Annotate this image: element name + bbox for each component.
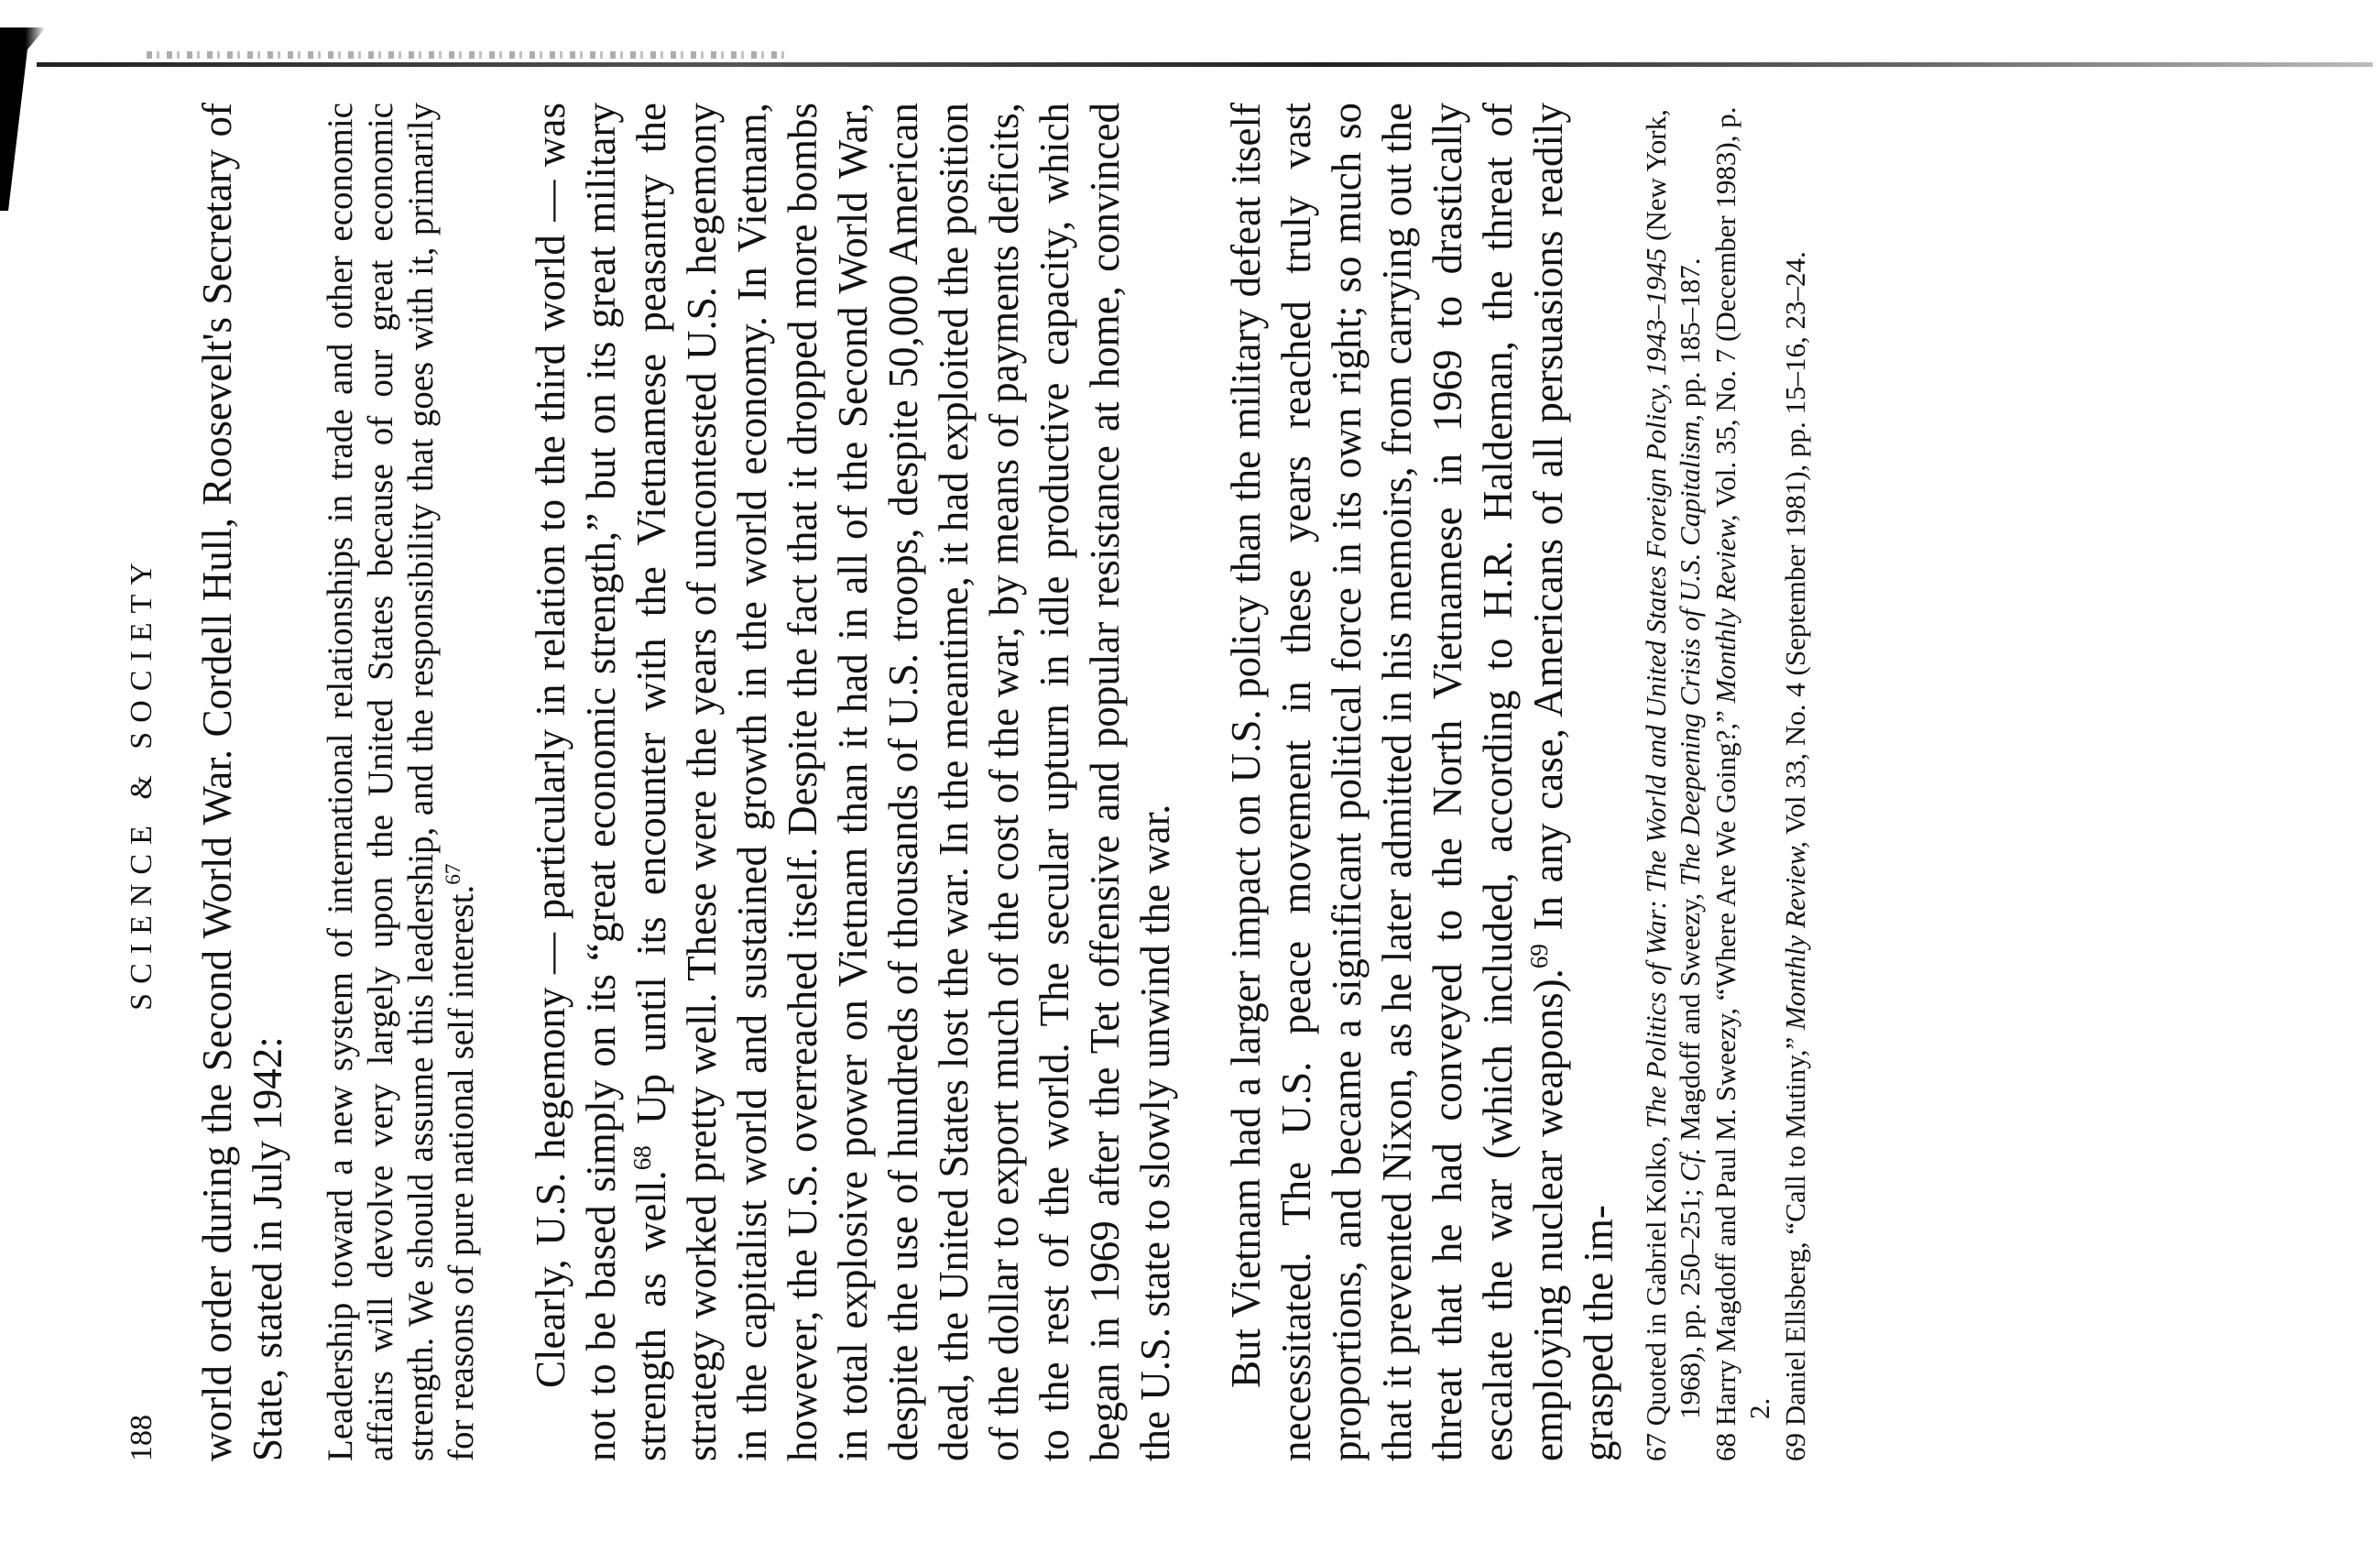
paragraph-2-part-a: Clearly, U.S. hegemony — particularly in relation to the third world — was not to be based simply on its “great economic strength,” but on its great military strength as well. (528, 103, 674, 1461)
footnote-number: 67 (1640, 1433, 1672, 1461)
footnote-title: The Politics of War: The World and United States Foreign Policy, 1943–1945 (1640, 247, 1672, 1129)
footnote-text: Magdoff and Sweezy, (1674, 885, 1706, 1148)
footnote-text: Harry Magdoff and Paul M. Sweezy, “Where Are We Going?,” (1709, 703, 1741, 1427)
page-body (192, 103, 1814, 1461)
footnote-number: 68 (1709, 1433, 1741, 1461)
footnote-title: Monthly Review, (1779, 841, 1811, 1031)
footnote-text: Vol. 35, No. 7 (December 1983), p. 2. (1709, 106, 1775, 1419)
paragraph-3 (1221, 103, 1624, 1461)
page-header (119, 103, 174, 1461)
block-quote-text: Leadership toward a new system of international relationships in trade and other economic affairs will devolve very largely upon the United States because of our great economic strength. We should assume this leadership, and the responsibility that goes with it, primarily for reasons of pure national self interest. (321, 103, 481, 1461)
footnote-text: pp. 185–187. (1674, 257, 1706, 414)
paragraph-3-part-a: But Vietnam had a larger impact on U.S. policy than the military defeat itself necessitated. The U.S. peace movement in these years reached truly vast proportions, and became a significant political force in its own right; so much so that it prevented Nixon, as he later admitted in his memoirs, from carrying out the threat that he had conveyed to the North Vietnamese in 1969 to drastically escalate the war (which included, according to H.R. Haldeman, the threat of employing nuclear weapons). (1223, 103, 1571, 1461)
footnote-ref-67: 67 (442, 863, 465, 885)
running-head: SCIENCE & SOCIETY (125, 553, 158, 1011)
footnote-text: Daniel Ellsberg, “Call to Mutiny,” (1779, 1030, 1811, 1427)
scan-shadow (0, 27, 46, 211)
paragraph-2 (526, 103, 1181, 1461)
footnote-text: (New York, 1968), pp. 250–251; (1640, 109, 1706, 1419)
scan-noise (147, 51, 788, 59)
footnote-cf: Cf. (1674, 1147, 1706, 1182)
footnote-ref-68: 68 (628, 1145, 656, 1171)
footnote-text: Vol 33, No. 4 (September 1981), pp. 15–16, 23–24. (1779, 251, 1811, 842)
footnote-title: The Deepening Crisis of U.S. Capitalism, (1674, 414, 1706, 886)
block-quote (321, 103, 482, 1461)
paragraph-3-part-b: In any case, Americans of all persuasions readily grasped the im- (1525, 103, 1621, 1461)
footnote-number: 69 (1779, 1433, 1811, 1461)
paragraph-1: world order during the Second World War. Cordell Hull, Roosevelt's Secretary of State, stated in July 1942: (194, 103, 290, 1461)
footnote-69 (1778, 103, 1812, 1461)
footnotes (1639, 103, 1812, 1461)
paragraph-2-part-b: Up until its encounter with the Vietnamese peasantry the strategy worked pretty well. These were the years of uncontested U.S. hegemony in the capitalist world and sustained growth in the world economy. In Vietnam, however, the U.S. overreached itself. Despite the fact that it dropped more bombs in total explosive power on Vietnam than it had in all of the Second World War, despite the use of hundreds of thousands of U.S. troops, despite 50,000 American dead, the United States lost the war. In the meantime, it had exploited the position of the dollar to export much of the cost of the war, by means of payments deficits, to the rest of the world. The secular upturn in idle productive capacity, which began in 1969 after the Tet offensive and popular resistance at home, convinced the U.S. state to slowly unwind the war. (628, 102, 1178, 1461)
page-edge-line (37, 62, 2373, 67)
footnote-68 (1709, 103, 1776, 1461)
footnote-text: Quoted in Gabriel Kolko, (1640, 1128, 1672, 1427)
footnote-67 (1639, 103, 1707, 1461)
page-number: 188 (125, 1415, 158, 1461)
scanned-page (119, 103, 2212, 1461)
footnote-ref-69: 69 (1525, 944, 1553, 969)
footnote-title: Monthly Review, (1709, 514, 1741, 704)
